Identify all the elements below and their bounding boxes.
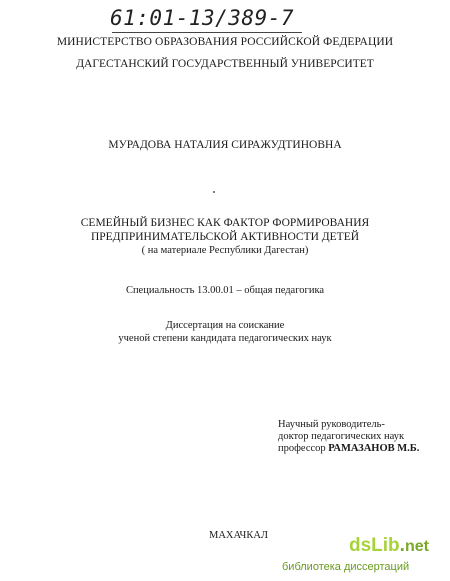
archive-number: 61:01-13/389-7 [110,6,295,30]
watermark-logo-ext: net [404,538,429,555]
dissertation-line-2: ученой степени кандидата педагогических наук [118,333,332,344]
city-name: МАХАЧКАЛ [209,530,269,541]
watermark-logo-main: dsLib [349,535,400,556]
title-line-2: ПРЕДПРИНИМАТЕЛЬСКОЙ АКТИВНОСТИ ДЕТЕЙ [90,231,360,243]
scan-speck [213,191,215,193]
supervisor-line-1: Научный руководитель- [278,419,385,430]
title-subtitle: ( на материале Республики Дагестан) [141,245,309,256]
dissertation-line-1: Диссертация на соискание [165,320,285,331]
archive-number-underline [112,32,302,33]
watermark-logo [349,535,429,557]
watermark-subtitle: библиотека диссертаций [282,561,410,573]
author-name: МУРАДОВА НАТАЛИЯ СИРАЖУДТИНОВНА [108,139,342,151]
specialty-line: Специальность 13.00.01 – общая педагогика [125,285,325,296]
supervisor-title: профессор [278,443,329,454]
watermark [349,535,449,581]
ministry-heading: МИНИСТЕРСТВО ОБРАЗОВАНИЯ РОССИЙСКОЙ ФЕДЕРАЦИИ [56,36,394,48]
supervisor-line-2: доктор педагогических наук [278,431,405,442]
supervisor-line-3 [278,443,419,454]
watermark-logo-dot: . [399,535,405,556]
supervisor-name: РАМАЗАНОВ М.Б. [328,443,420,454]
university-heading: ДАГЕСТАНСКИЙ ГОСУДАРСТВЕННЫЙ УНИВЕРСИТЕТ [76,58,374,70]
title-line-1: СЕМЕЙНЫЙ БИЗНЕС КАК ФАКТОР ФОРМИРОВАНИЯ [80,217,370,229]
